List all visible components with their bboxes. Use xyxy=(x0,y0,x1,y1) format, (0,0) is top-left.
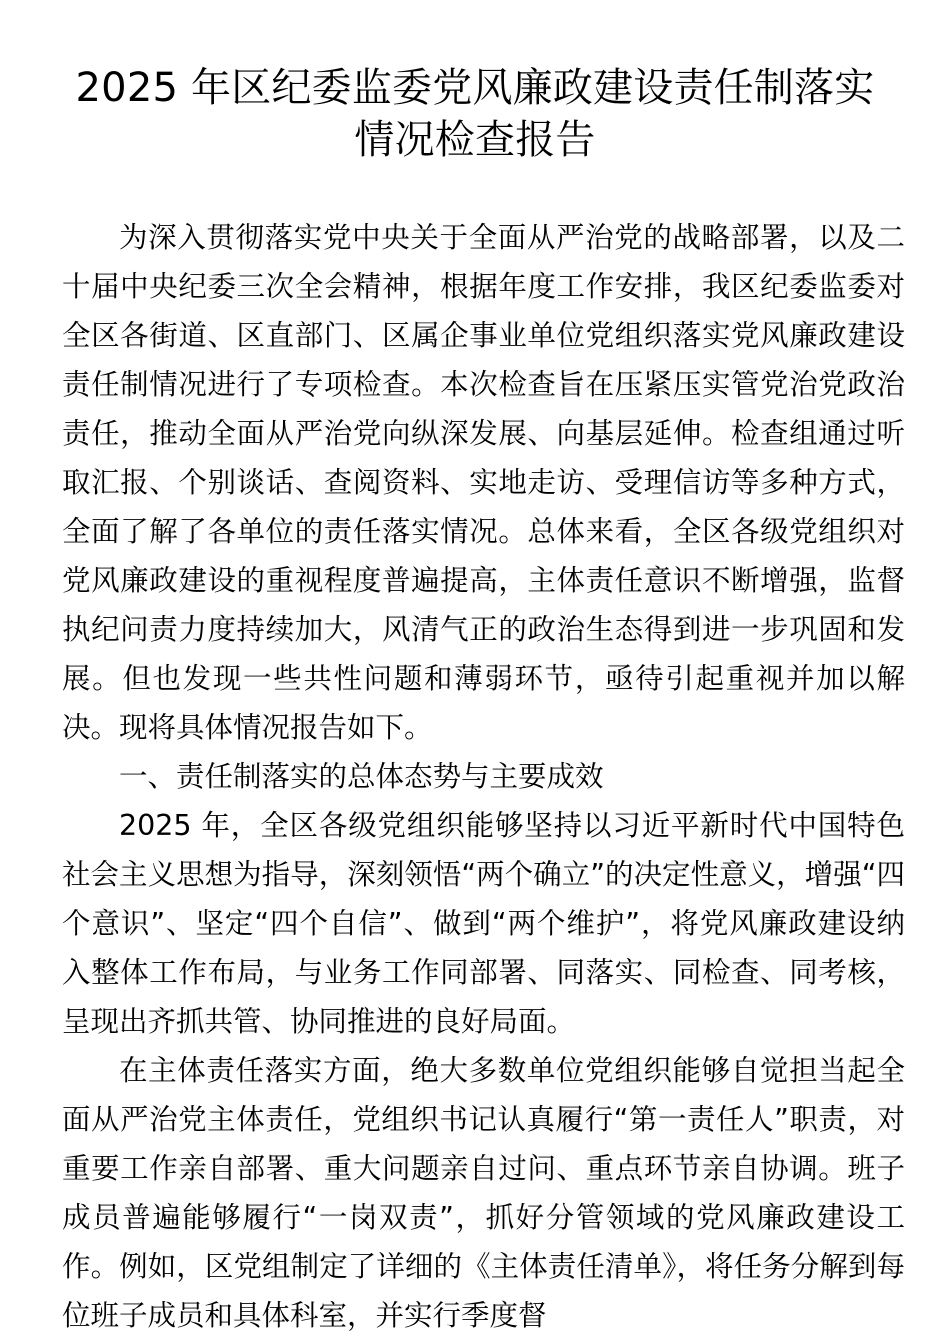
document-body xyxy=(0,213,950,1340)
page-title: 2025 年区纪委监委党风廉政建设责任制落实情况检查报告 xyxy=(75,65,875,163)
paragraph-section-one-2: 在主体责任落实方面，绝大多数单位党组织能够自觉担当起全面从严治党主体责任，党组织书记认真履行“第一责任人”职责，对重要工作亲自部署、重大问题亲自过问、重点环节亲自协调。班子成员普遍能够履行“一岗双责”，抓好分管领域的党风廉政建设工作。例如，区党组制定了详细的《主体责任清单》，将任务分解到每位班子成员和具体科室，并实行季度督 xyxy=(62,1054,905,1332)
paragraph-intro: 为深入贯彻落实党中央关于全面从严治党的战略部署，以及二十届中央纪委三次全会精神，根据年度工作安排，我区纪委监委对全区各街道、区直部门、区属企事业单位党组织落实党风廉政建设责任制情况进行了专项检查。本次检查旨在压紧压实管党治党政治责任，推动全面从严治党向纵深发展、向基层延伸。检查组通过听取汇报、个别谈话、查阅资料、实地走访、受理信访等多种方式，全面了解了各单位的责任落实情况。总体来看，全区各级党组织对党风廉政建设的重视程度普遍提高，主体责任意识不断增强，监督执纪问责力度持续加大，风清气正的政治生态得到进一步巩固和发展。但也发现一些共性问题和薄弱环节，亟待引起重视并加以解决。现将具体情况报告如下。 xyxy=(62,221,905,744)
section-heading-one: 一、责任制落实的总体态势与主要成效 xyxy=(119,760,604,793)
paragraph-section-one-1: 2025 年，全区各级党组织能够坚持以习近平新时代中国特色社会主义思想为指导，深刻领悟“两个确立”的决定性意义，增强“四个意识”、坚定“四个自信”、做到“两个维护”，将党风廉政建设纳入整体工作布局，与业务工作同部署、同落实、同检查、同考核，呈现出齐抓共管、协同推进的良好局面。 xyxy=(62,809,905,1038)
